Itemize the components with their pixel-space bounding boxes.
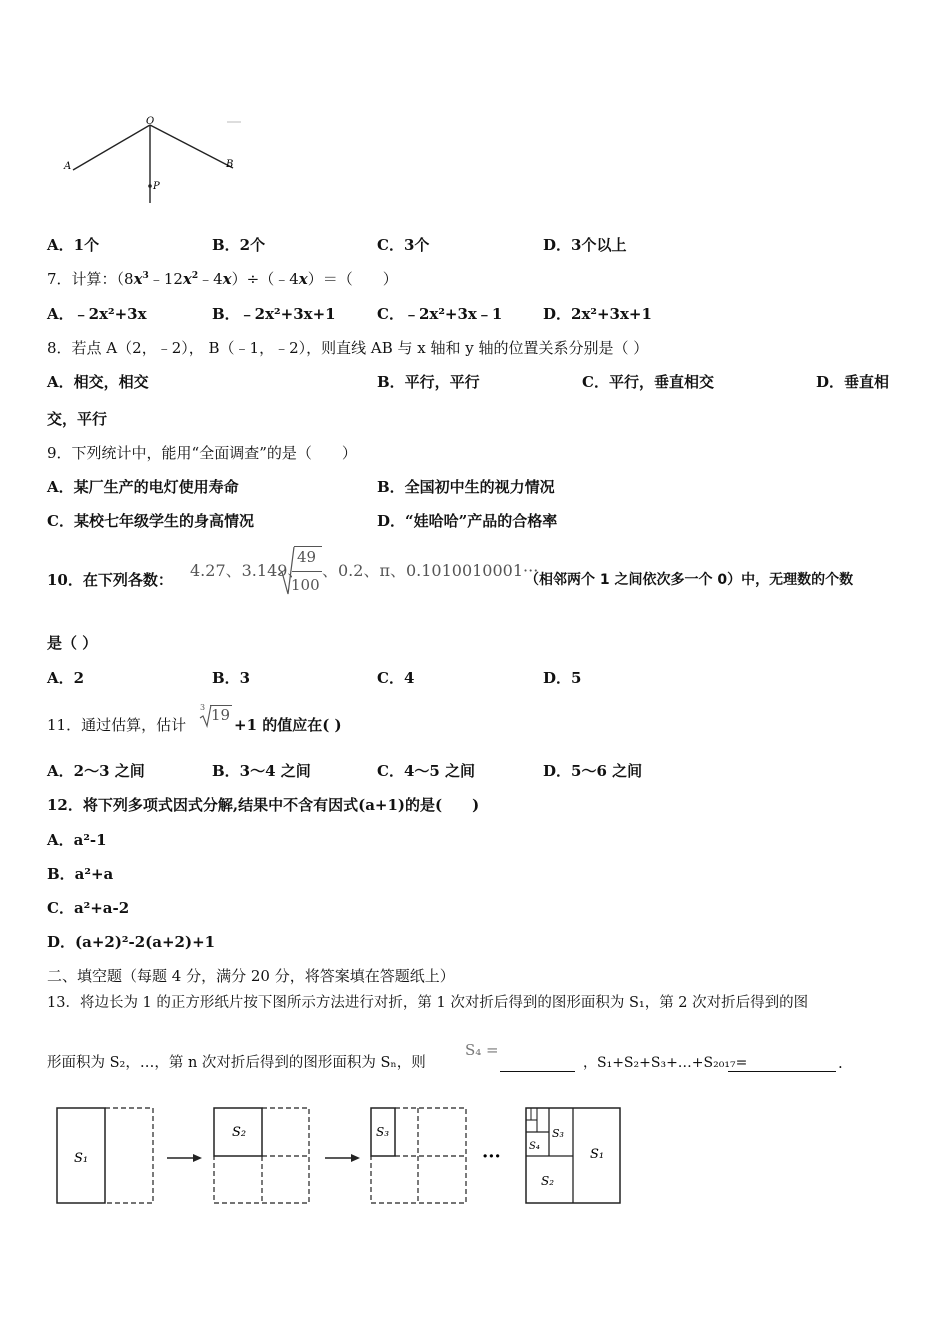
q12-stem: 12．将下列多项式因式分解,结果中不含有因式(a+1)的是( ) xyxy=(47,796,480,814)
folding-figure xyxy=(50,1100,630,1210)
q9-option-b: B．全国初中生的视力情况 xyxy=(377,478,555,496)
q11-option-d: D．5～6 之间 xyxy=(543,762,643,780)
q11-option-c: C．4～5 之间 xyxy=(377,762,476,780)
q11-option-a: A．2～3 之间 xyxy=(47,762,145,780)
q10-stem-continued: 是（ ） xyxy=(47,634,98,652)
q12-option-d: D．(a+2)²-2(a+2)+1 xyxy=(47,933,216,951)
fig-s4-final: S₄ xyxy=(529,1141,540,1152)
q10-stem-prefix: 10．在下列各数： xyxy=(47,571,173,589)
q8-option-d: D．垂直相 xyxy=(816,373,890,391)
q10-fraction-numerator: 49 xyxy=(297,548,317,566)
q8-option-c: C．平行，垂直相交 xyxy=(582,373,714,391)
fig-ellipsis: ··· xyxy=(482,1146,501,1167)
fig-label-p: P xyxy=(153,181,160,192)
fig-label-b: B xyxy=(226,159,234,170)
q8-option-a: A．相交，相交 xyxy=(47,373,149,391)
q10-option-d: D．5 xyxy=(543,669,582,687)
q10-stem-suffix: （相邻两个 1 之间依次多一个 0）中，无理数的个数 xyxy=(525,572,854,588)
fig-s1-step1: S₁ xyxy=(74,1151,89,1166)
q9-option-d: D．“娃哈哈”产品的合格率 xyxy=(377,512,558,530)
q12-option-c: C．a²+a-2 xyxy=(47,899,130,917)
q10-number-list-a: 4.27、3.149、 xyxy=(190,561,304,580)
q13-blank-2 xyxy=(728,1071,836,1072)
q10-number-list-b: 、0.2、π、0.1010010001··· xyxy=(322,561,539,580)
q10-option-a: A．2 xyxy=(47,669,85,687)
section-heading: 二、填空题（每题 4 分，满分 20 分，将答案填在答题纸上） xyxy=(47,967,455,985)
fig-s2-step2: S₂ xyxy=(232,1125,247,1140)
q7-option-c: C．﹣2x²+3x﹣1 xyxy=(377,305,503,323)
q11-stem-suffix: +1 的值应在( ) xyxy=(234,716,342,734)
fig-s2-final: S₂ xyxy=(541,1174,555,1188)
q11-root-index: 3 xyxy=(200,703,206,712)
q7-option-d: D．2x²+3x+1 xyxy=(543,305,652,323)
q8-option-d-continued: 交，平行 xyxy=(47,410,108,428)
q13-s4-expression: S₄ = xyxy=(465,1041,499,1059)
q7-option-b: B．﹣2x²+3x+1 xyxy=(212,305,336,323)
q13-stem-line1: 13．将边长为 1 的正方形纸片按下图所示方法进行对折，第 1 次对折后得到的图形面积为 S₁，第 2 次对折后得到的图 xyxy=(47,995,809,1011)
fig-s3-step3: S₃ xyxy=(376,1125,390,1139)
fig-s1-final: S₁ xyxy=(590,1147,605,1162)
q10-option-b: B．3 xyxy=(212,669,251,687)
q12-option-b: B．a²+a xyxy=(47,865,114,883)
q9-option-c: C．某校七年级学生的身高情况 xyxy=(47,512,254,530)
q7-stem: 7．计算：$(8x^3﹣12x^2﹣4x)\div(﹣4x)=$（ ） xyxy=(47,270,398,288)
q13-stem-line2: 形面积为 S₂，…，第 n 次对折后得到的图形面积为 Sₙ，则 xyxy=(47,1055,426,1071)
q13-stem-end: . xyxy=(838,1054,843,1072)
q9-option-a: A．某厂生产的电灯使用寿命 xyxy=(47,478,239,496)
q6-option-d: D．3个以上 xyxy=(543,236,627,254)
q12-option-a: A．a²-1 xyxy=(47,831,107,849)
q9-stem: 9．下列统计中，能用“全面调查”的是（ ） xyxy=(47,444,357,462)
q8-stem: 8．若点 A（2，﹣2）， B（﹣1，﹣2），则直线 AB 与 x 轴和 y 轴的位置关系分别是（ ） xyxy=(47,339,649,357)
fig-s3-final: S₃ xyxy=(552,1127,564,1140)
q6-option-b: B．2个 xyxy=(212,236,266,254)
q10-option-c: C．4 xyxy=(377,669,415,687)
q11-option-b: B．3～4 之间 xyxy=(212,762,311,780)
q7-option-a: A．﹣2x²+3x xyxy=(47,305,147,323)
q6-option-c: C．3个 xyxy=(377,236,430,254)
q6-option-a: A．1个 xyxy=(47,236,100,254)
q11-radicand: 19 xyxy=(211,706,231,724)
q13-blank-1 xyxy=(500,1071,575,1072)
q10-fraction-denominator: 100 xyxy=(291,576,320,594)
q11-stem-prefix: 11．通过估算，估计 xyxy=(47,716,187,734)
q13-stem-middle: ，S₁+S₂+S₃+…+S₂₀₁₇= xyxy=(583,1055,748,1071)
fig-label-a: A xyxy=(64,161,72,172)
angle-figure xyxy=(55,110,255,210)
fig-label-o: O xyxy=(146,116,155,127)
q8-option-b: B．平行，平行 xyxy=(377,373,480,391)
